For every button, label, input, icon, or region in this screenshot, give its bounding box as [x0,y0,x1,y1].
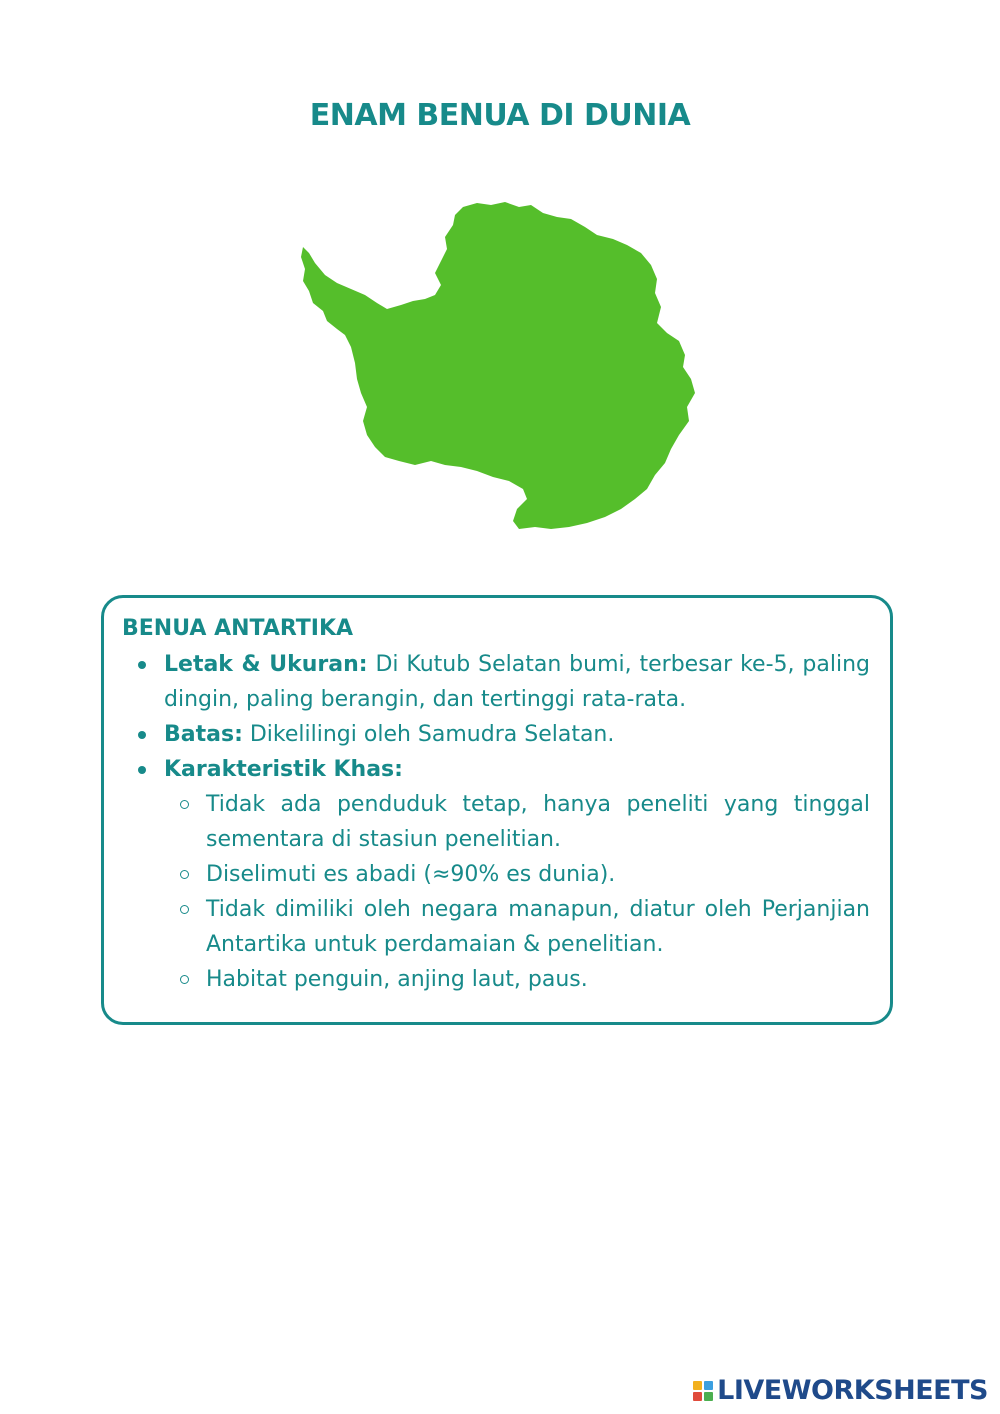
item-label: Karakteristik Khas: [164,757,403,782]
liveworksheets-logo-icon [693,1381,713,1401]
list-item-characteristics [164,752,870,997]
list-item-location [164,647,870,717]
info-card [101,595,893,1025]
sub-list [164,787,870,997]
sub-list-item: Diselimuti es abadi (≈90% es dunia). [206,857,870,892]
logo-square [704,1392,713,1401]
antarctica-shape [301,202,695,529]
liveworksheets-logo [693,1375,988,1406]
sub-list-item: Tidak ada penduduk tetap, hanya peneliti yang tinggal sementara di stasiun penelitian. [206,787,870,857]
brand-name: LIVEWORKSHEETS [717,1375,988,1406]
list-item-borders [164,717,870,752]
item-text: Dikelilingi oleh Samudra Selatan. [242,722,615,747]
characteristics-list [122,647,870,997]
logo-square [704,1381,713,1390]
antarctica-map-icon [295,195,705,535]
logo-square [693,1381,702,1390]
item-label: Batas: [164,722,243,747]
sub-list-item: Tidak dimiliki oleh negara manapun, diatur oleh Perjanjian Antartika untuk perdamaian & penelitian. [206,892,870,962]
item-label: Letak & Ukuran: [164,652,368,677]
item-text: Di Kutub Selatan bumi, terbesar ke-5, paling dingin, paling berangin, dan tertinggi rata-rata. [164,652,870,712]
page-title: ENAM BENUA DI DUNIA [309,98,691,133]
sub-list-item: Habitat penguin, anjing laut, paus. [206,962,870,997]
logo-square [693,1392,702,1401]
card-title: BENUA ANTARTIKA [122,616,354,641]
